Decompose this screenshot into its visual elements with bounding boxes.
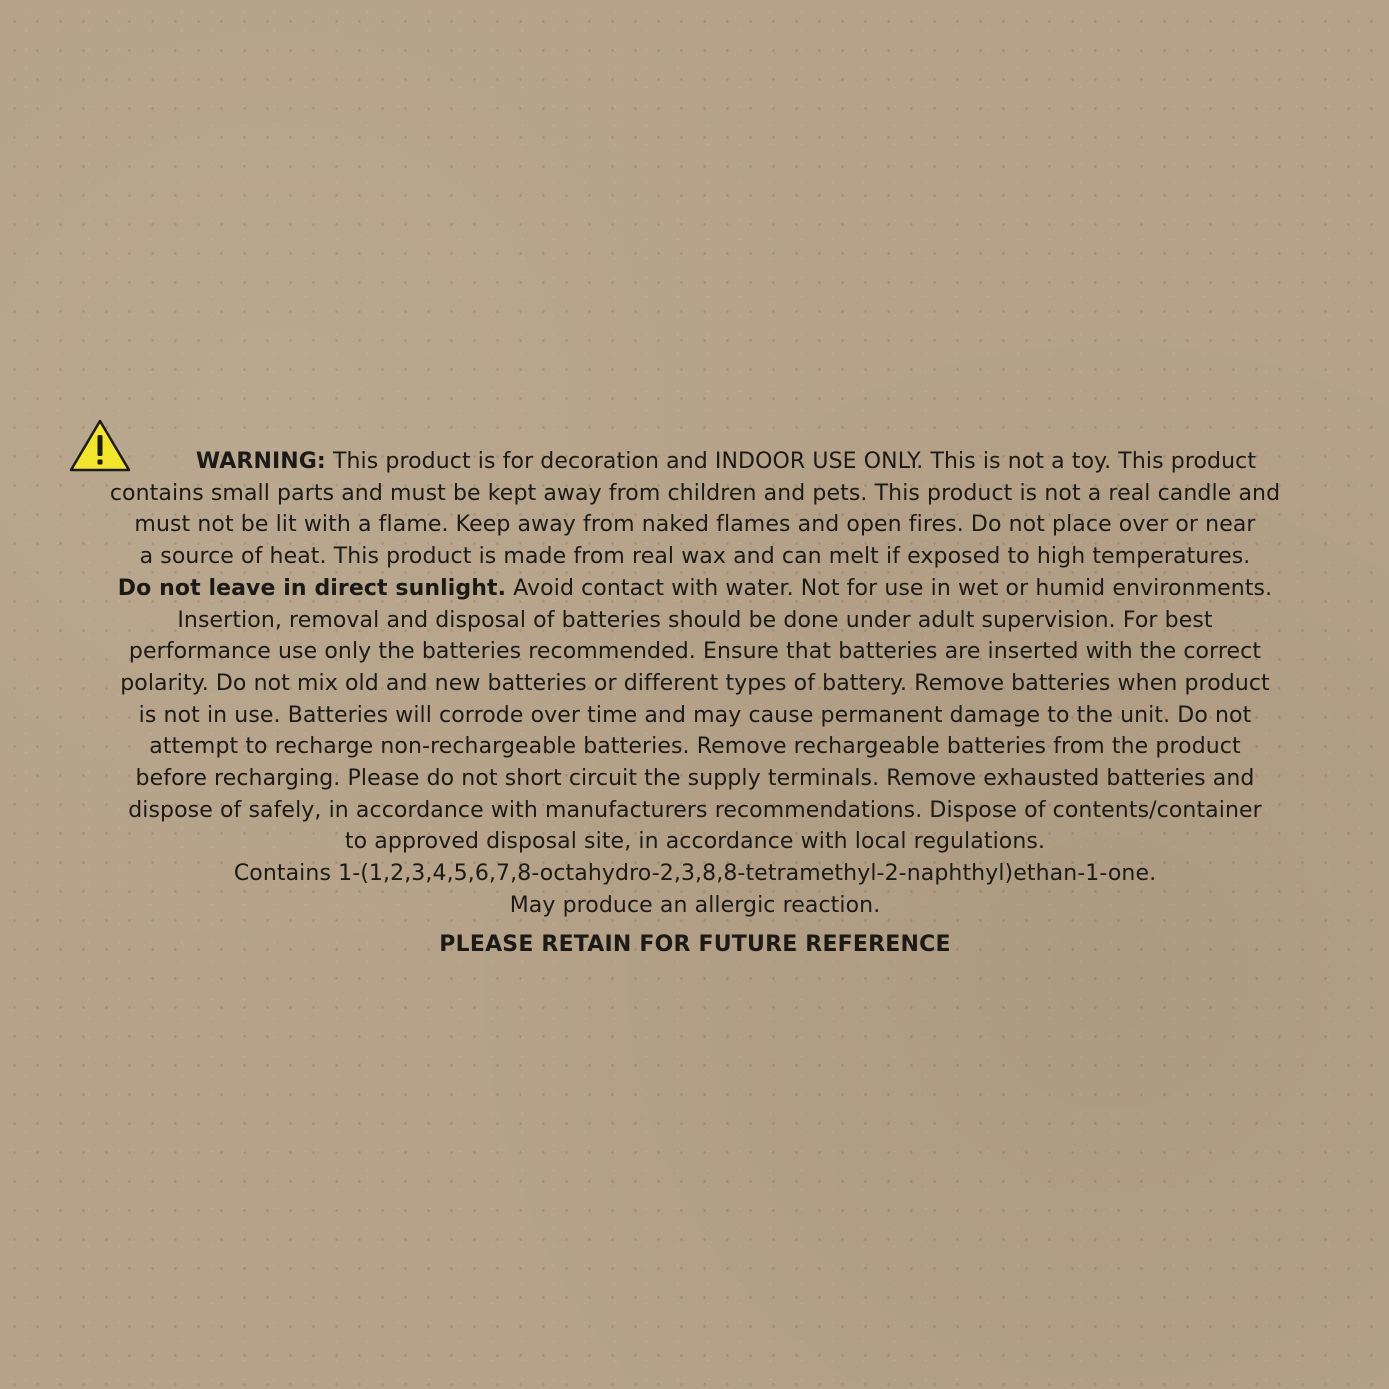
warning-line-9: is not in use. Batteries will corrode over time and may cause permanent damage to the unit. Do not [138, 702, 1252, 728]
warning-line-8: polarity. Do not mix old and new batteries or different types of battery. Remove batteries when product [120, 670, 1270, 696]
warning-line-12: dispose of safely, in accordance with manufacturers recommendations. Dispose of contents/container [128, 797, 1262, 823]
warning-line-13: to approved disposal site, in accordance with local regulations. [344, 829, 1046, 855]
warning-line-5 [40, 573, 1350, 605]
warning-line-6: Insertion, removal and disposal of batteries should be done under adult supervision. For best [177, 607, 1213, 633]
warning-line-2: contains small parts and must be kept away from children and pets. This product is not a real candle and [109, 480, 1281, 506]
retain-notice: PLEASE RETAIN FOR FUTURE REFERENCE [439, 931, 951, 957]
warning-line-5-text: Avoid contact with water. Not for use in wet or humid environments. [513, 575, 1273, 601]
warning-line-1 [40, 446, 1350, 478]
contains-chemical-line: Contains 1-(1,2,3,4,5,6,7,8-octahydro-2,3,8,8-tetramethyl-2-naphthyl)ethan-1-one. [233, 861, 1157, 887]
warning-line-4: a source of heat. This product is made from real wax and can melt if exposed to high temperatures. [139, 544, 1251, 570]
allergic-reaction-line: May produce an allergic reaction. [509, 892, 881, 918]
warning-heading: WARNING: [195, 449, 326, 474]
sunlight-warning: Do not leave in direct sunlight. [117, 575, 507, 601]
warning-line-11: before recharging. Please do not short circuit the supply terminals. Remove exhausted batteries and [135, 766, 1255, 792]
warning-label-text [40, 446, 1350, 960]
warning-line-3: must not be lit with a flame. Keep away from naked flames and open fires. Do not place over or near [134, 512, 1256, 538]
warning-line-1-text: This product is for decoration and INDOOR USE ONLY. This is not a toy. This product [332, 449, 1257, 474]
warning-line-7: performance use only the batteries recommended. Ensure that batteries are inserted with the correct [128, 639, 1262, 665]
warning-line-10: attempt to recharge non-rechargeable batteries. Remove rechargeable batteries from the product [149, 734, 1241, 760]
